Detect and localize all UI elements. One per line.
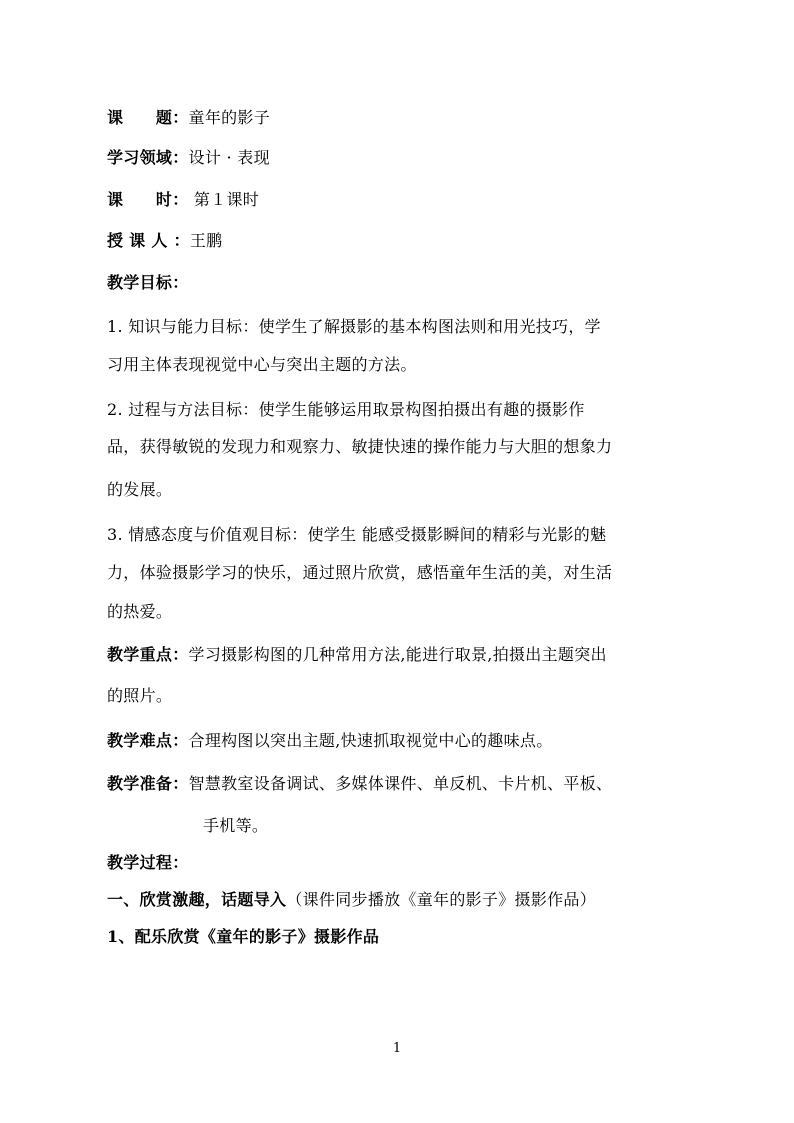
preparation-line-1: 智慧教室设备调试、多媒体课件、单反机、卡片机、平板、: [188, 774, 613, 793]
domain-label: 学习领域：: [107, 148, 189, 167]
section-1-note: （课件同步播放《童年的影子》摄影作品）: [286, 890, 597, 909]
objective-1-line-1: 1. 知识与能力目标：使学生了解摄影的基本构图法则和用光技巧，学: [107, 317, 601, 336]
section-1-row: [107, 889, 596, 911]
period-value: 第１课时: [188, 190, 260, 209]
teacher-row: [107, 230, 222, 252]
domain-value: 设计 · 表现: [188, 148, 270, 167]
teacher-label: 授 课 人 ：: [107, 231, 190, 250]
preparation-row: [107, 773, 612, 795]
key-points-line-2: 的照片。: [107, 686, 173, 705]
objective-2-line-2: 品，获得敏锐的发现力和观察力、敏捷快速的操作能力与大胆的想象力: [107, 437, 613, 456]
preparation-line-2: 手机等。: [203, 816, 269, 835]
objective-2-line-1: 2. 过程与方法目标：使学生能够运用取景构图拍摄出有趣的摄影作: [107, 400, 585, 419]
step-1-title: 1、配乐欣赏《童年的影子》摄影作品: [107, 927, 380, 946]
key-points-line-1: 学习摄影构图的几种常用方法,能进行取景,拍摄出主题突出: [188, 645, 607, 664]
topic-label: 课 题：: [107, 108, 189, 127]
period-row: [107, 189, 259, 211]
domain-row: [107, 147, 270, 169]
objective-1-line-2: 习用主体表现视觉中心与突出主题的方法。: [107, 355, 417, 374]
section-1-title: 一、欣赏激趣，话题导入: [107, 890, 287, 909]
difficulties-row: [107, 730, 553, 752]
key-points-label: 教学重点：: [107, 645, 189, 664]
preparation-label: 教学准备：: [107, 774, 189, 793]
objective-3-line-1: 3. 情感态度与价值观目标：使学生 能感受摄影瞬间的精彩与光影的魅: [107, 525, 607, 544]
difficulties-label: 教学难点：: [107, 731, 189, 750]
key-points-row: [107, 644, 607, 666]
objective-3-line-2: 力，体验摄影学习的快乐，通过照片欣赏，感悟童年生活的美，对生活: [107, 563, 613, 582]
process-heading: 教学过程：: [107, 853, 189, 872]
period-label: 课 时：: [107, 190, 189, 209]
objectives-heading: 教学目标：: [107, 273, 189, 292]
page-number: 1: [392, 1041, 402, 1056]
topic-value: 童年的影子: [188, 108, 271, 127]
objective-3-line-3: 的热爱。: [107, 602, 173, 621]
objective-2-line-3: 的发展。: [107, 480, 173, 499]
topic-row: [107, 107, 270, 129]
teacher-value: 王鹏: [189, 231, 223, 250]
difficulties-value: 合理构图以突出主题,快速抓取视觉中心的趣味点。: [188, 731, 553, 750]
